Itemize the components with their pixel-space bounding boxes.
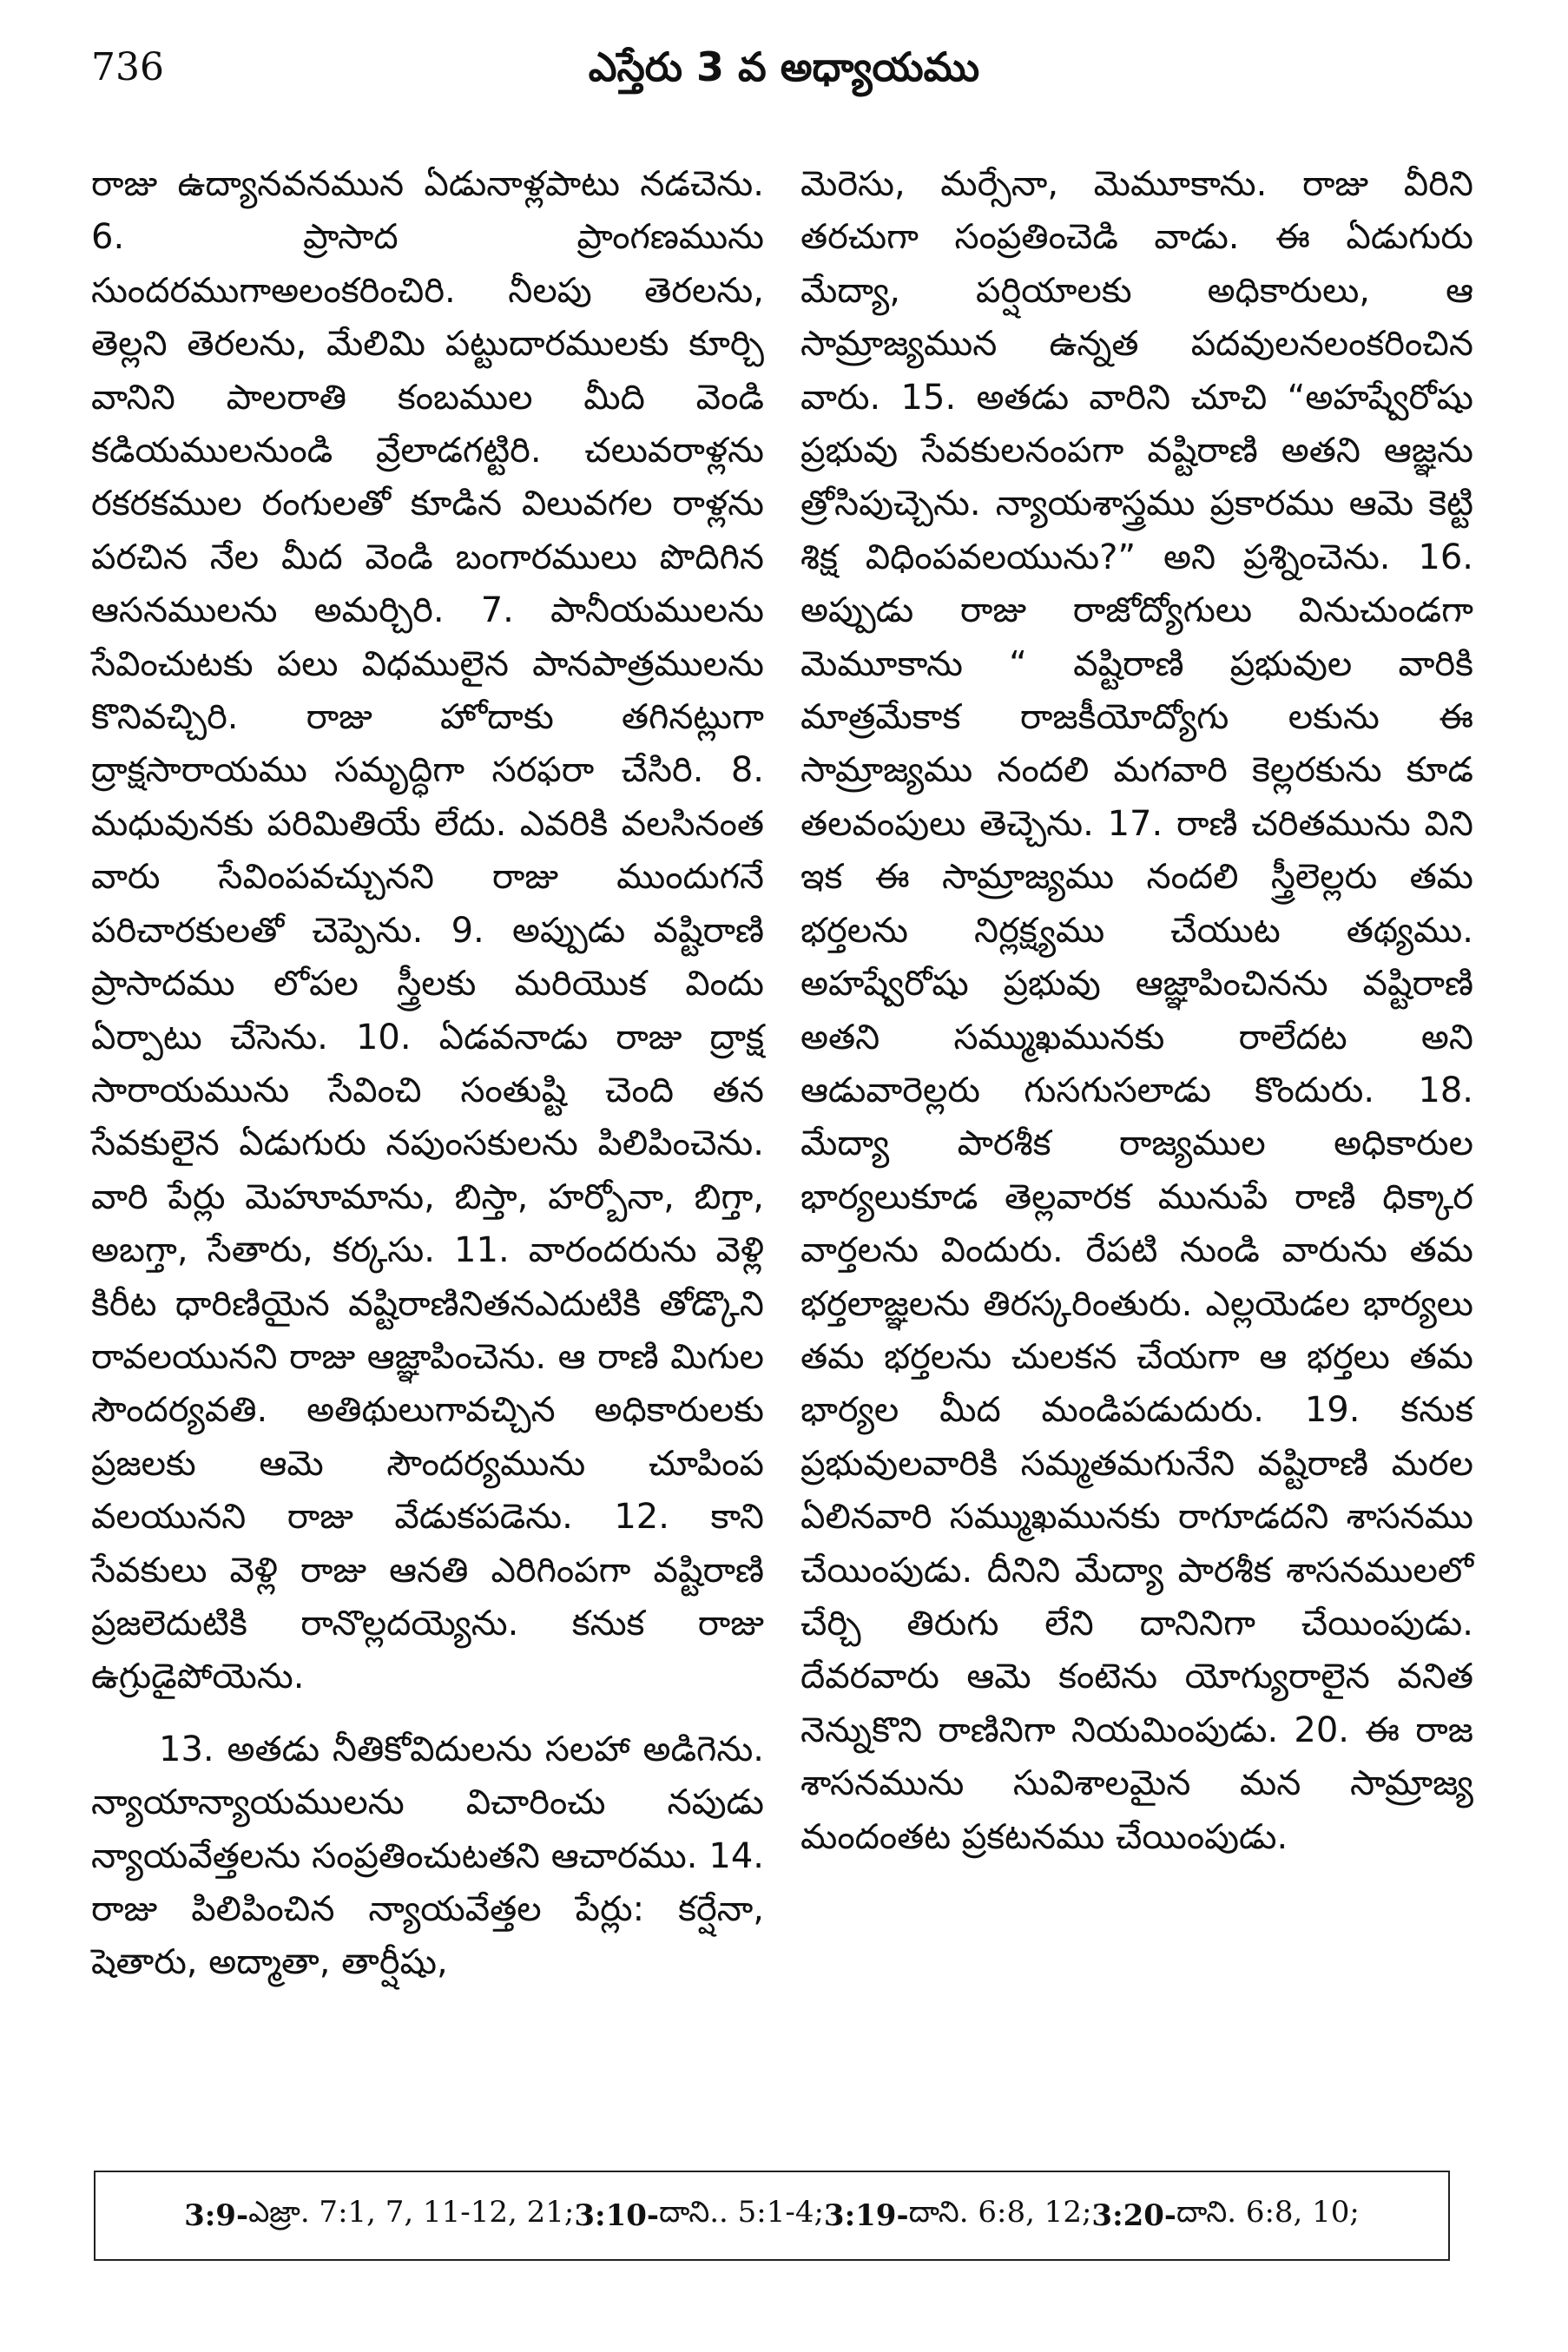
footnote-text: దాని.. 5:1-4;: [659, 2195, 824, 2230]
footnote-ref-3-20: 3:20-: [1091, 2198, 1177, 2233]
footnote-ref-3-10: 3:10-: [574, 2198, 660, 2233]
right-column: [800, 158, 1473, 1864]
cross-reference-footnote: [94, 2171, 1450, 2261]
left-paragraph-2: 13. అతడు నీతికోవిదులను సలహా అడిగెను. న్యాయాన్యాయములను విచారించు నపుడు న్యాయవేత్తలను సంప్రతించుటతని ఆచారము. 14. రాజు పిలిపించిన న్యాయవేత్తల పేర్లు: కర్షేనా, షెతారు, అద్మాతా, తార్షీషు,: [91, 1729, 764, 1983]
chapter-title: ఎస్తేరు 3 వ అధ్యాయము: [588, 43, 980, 90]
footnote-text: దాని. 6:8, 10;: [1176, 2195, 1360, 2230]
footnote-ref-3-19: 3:19-: [823, 2198, 909, 2233]
left-paragraph-1: రాజు ఉద్యానవనమున ఏడునాళ్లపాటు నడచెను. 6. ప్రాసాద ప్రాంగణమును సుందరముగాఅలంకరించిరి. నీలపు తెరలను, తెల్లని తెరలను, మేలిమి పట్టుదారములకు కూర్చి వానిని పాలరాతి కంబముల మీది వెండి కడియములనుండి వ్రేలాడగట్టిరి. చలువరాళ్లను రకరకముల రంగులతో కూడిన విలువగల రాళ్లను పరచిన నేల మీద వెండి బంగారములు పొదిగిన ఆసనములను అమర్చిరి. 7. పానీయములను సేవించుటకు పలు విధములైన పానపాత్రములను కొనివచ్చిరి. రాజు హోదాకు తగినట్లుగా ద్రాక్షసారాయము సమృద్ధిగా సరఫరా చేసిరి. 8. మధువునకు పరిమితియే లేదు. ఎవరికి వలసినంత వారు సేవింపవచ్చునని రాజు ముందుగనే పరిచారకులతో చెప్పెను. 9. అప్పుడు వష్టిరాణి ప్రాసాదము లోపల స్త్రీలకు మరియొక విందు ఏర్పాటు చేసెను. 10. ఏడవనాడు రాజు ద్రాక్ష సారాయమును సేవించి సంతుష్టి చెంది తన సేవకులైన ఏడుగురు నపుంసకులను పిలిపించెను. వారి పేర్లు మెహూమాను, బిస్తా, హర్బోనా, బిగ్తా, అబగ్తా, సేతారు, కర్కసు. 11. వారందరును వెళ్లి కిరీట ధారిణియైన వష్టిరాణినితనఎదుటికి తోడ్కొని రావలయునని రాజు ఆజ్ఞాపించెను. ఆ రాణి మిగుల సౌందర్యవతి. అతిథులుగావచ్చిన అధికారులకు ప్రజలకు ఆమె సౌందర్యమును చూపింప వలయునని రాజు వేడుకపడెను. 12. కాని సేవకులు వెళ్లి రాజు ఆనతి ఎరిగింపగా వష్టిరాణి ప్రజలెదుటికి రానొల్లదయ్యెను. కనుక రాజు ఉగ్రుడైపోయెను.: [91, 164, 764, 1697]
left-column: [91, 158, 764, 1990]
footnote-ref-3-9: 3:9-: [184, 2198, 249, 2233]
right-paragraph-1: మెరెసు, మర్సేనా, మెమూకాను. రాజు వీరిని తరచుగా సంప్రతించెడి వాడు. ఈ ఏడుగురు మేద్యా, పర్షియాలకు అధికారులు, ఆ సామ్రాజ్యమున ఉన్నత పదవులనలంకరించిన వారు. 15. అతడు వారిని చూచి “అహష్వేరోషు ప్రభువు సేవకులనంపగా వష్టిరాణి అతని ఆజ్ఞను త్రోసిపుచ్చెను. న్యాయశాస్త్రము ప్రకారము ఆమె కెట్టి శిక్ష విధింపవలయును?” అని ప్రశ్నించెను. 16. అప్పుడు రాజు రాజోద్యోగులు వినుచుండగా మెమూకాను “ వష్టిరాణి ప్రభువుల వారికి మాత్రమేకాక రాజకీయోద్యోగు లకును ఈ సామ్రాజ్యము నందలి మగవారి కెల్లరకును కూడ తలవంపులు తెచ్చెను. 17. రాణి చరితమును విని ఇక ఈ సామ్రాజ్యము నందలి స్త్రీలెల్లరు తమ భర్తలను నిర్లక్ష్యము చేయుట తథ్యము. అహష్వేరోషు ప్రభువు ఆజ్ఞాపించినను వష్టిరాణి అతని సమ్ముఖమునకు రాలేదట అని ఆడువారెల్లరు గుసగుసలాడు కొందురు. 18. మేద్యా పారశీక రాజ్యముల అధికారుల భార్యలుకూడ తెల్లవారక మునుపే రాణి ధిక్కార వార్తలను విందురు. రేపటి నుండి వారును తమ భర్తలాజ్ఞలను తిరస్కరింతురు. ఎల్లయెడల భార్యలు తమ భర్తలను చులకన చేయగా ఆ భర్తలు తమ భార్యల మీద మండిపడుదురు. 19. కనుక ప్రభువులవారికి సమ్మతమగునేని వష్టిరాణి మరల ఏలినవారి సమ్ముఖమునకు రాగూడదని శాసనము చేయింపుడు. దీనిని మేద్యా పారశీక శాసనములలో చేర్చి తిరుగు లేని దానినిగా చేయింపుడు. దేవరవారు ఆమె కంటెను యోగ్యురాలైన వనిత నెన్నుకొని రాణినిగా నియమింపుడు. 20. ఈ రాజ శాసనమును సువిశాలమైన మన సామ్రాజ్య మందంతట ప్రకటనము చేయింపుడు.: [800, 164, 1473, 1857]
footnote-text: ఎజ్రా. 7:1, 7, 11-12, 21;: [248, 2195, 575, 2230]
page-number: 736: [91, 45, 164, 89]
footnote-text: దాని. 6:8, 12;: [908, 2195, 1092, 2230]
